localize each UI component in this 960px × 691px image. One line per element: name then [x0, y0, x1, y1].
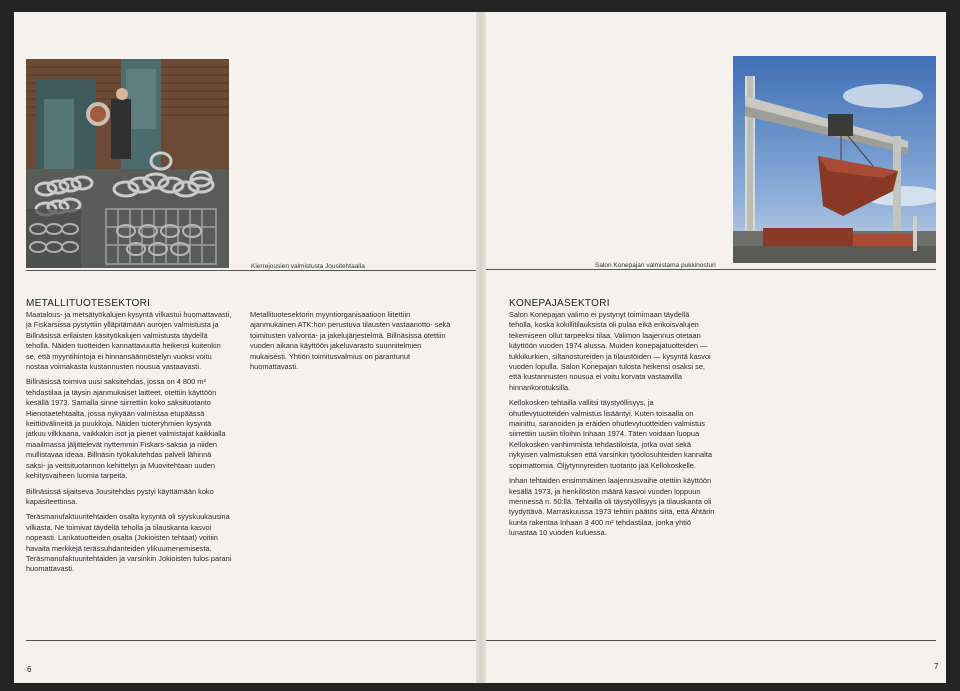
left-photo-rule [26, 270, 476, 271]
factory-springs-illustration [26, 59, 229, 268]
paragraph: Teräsmanufaktuuritehtaiden osalta kysyntä oli syyskuukausina vilkasta. Ne toimivat täydellä teholla ja tilauskanta kasvoi nopeasti. Lankatuotteiden osalta (Jokioisten tehtaat) voitiin havaita merkkejä terässuhdanteiden ylikuumenemisesta. Teräsmanufaktuuritehtaiden ja varsinkin Jokioisten tulos parani huomattavasti. [26, 512, 232, 574]
right-photo-caption: Salon Konepajan valmistama pukkinosturi [595, 262, 716, 269]
right-page-column-1 [509, 310, 715, 544]
paragraph: Kellokosken tehtailla vallitsi täystyöllisyys, ja ohutlevytuotteiden valmistus lisääntyi. Kuten toisaalla on mainittu, saranoiden ja eräiden ohutlevytuotteiden valmistus siirrettiin uusiin tiloihin Inhaan 1974. Täten voidaan luopua Kellokosken vanhimmista tehdastiloista, jotka ovat sekä nykyisen valmistuksen että varsinkin työolosuhteiden kannalta sopimattomia. Öljytynnyreiden tuotanto jää Kellokoskelle. [509, 398, 712, 470]
right-section-heading: KONEPAJASEKTORI [509, 298, 610, 309]
paragraph: Salon Konepajan valimo ei pystynyt toimimaan täydellä teholla, koska kokillitilauksista oli pulaa eikä erikoisvalujen tekemiseen ollut tarpeeksi tilaa. Valimon laajennus otetaan käyttöön vuoden 1974 alussa. Muiden konepajatuotteiden — tukkikurkien, siltanostureiden ja tilaustöiden — kysyntä kasvoi vuoden lopulla. Salon Konepajan tulosta heikensi osaksi se, että kustannusten nousua ei voitu korvata vastaavilla hinnankorotuksilla. [509, 310, 711, 392]
left-page-number: 6 [27, 665, 32, 674]
left-footer-rule [26, 640, 476, 641]
paragraph: Metallituotesektorin myyntiorganisaatioon liitettiin ajanmukainen ATK:hon perustuva tilausten vastaanotto- sekä toimitusten valvonta- ja jakelujärjestelmä. Billnäsissä otettiin vuoden aikana käyttöön jakeluvarasto suunnitelmien mukaisesti. Yhtiön toimitusvalmius on parantunut huomattavasti. [250, 310, 451, 372]
factory-springs-photo [26, 59, 229, 268]
book-gutter [476, 12, 486, 683]
paragraph: Maatalous- ja metsätyökalujen kysyntä vilkastui huomattavasti, ja Fiskarsissa pystyttiin ylläpitämään aurojen valmistusta ja Billnäsissä erilaisten käsityökalujen valmistusta täydellä teholla. Näiden tuotteiden kannattavuutta heikensi kuitenkin se, että myyntihintoja ei hinnansäännöstelyn vuoksi voitu nostaa voimakasta kustannusten nousua vastaavasti. [26, 310, 232, 372]
paragraph: Inhan tehtaiden ensimmäinen laajennusvaihe otettiin käyttöön kesällä 1973, ja henkilöstön määrä kasvoi vuoden loppuun mennessä n. 50:llä. Tehtailla oli täystyöllisyys ja tilauskanta oli tyydyttävä. Marraskuussa 1973 tehtiin päätös siitä, että Ähtärin kunta rakentaa Inhaan 3 400 m² tehdastilaa, jonka yhtiö lunastaa 10 vuoden kuluessa. [509, 476, 715, 538]
right-page-number: 7 [934, 662, 939, 671]
right-photo-rule [486, 269, 936, 270]
paragraph: Billnäsissä toimiva uusi saksitehdas, jossa on 4 800 m² tehdastilaa ja täysin ajanmukaiset laitteet, otettiin käyttöön kesällä 1973. Samalla sinne siirrettiin koko saksituotanto Hienotaetehtaalta, jossa nykyään valmistaa etupäässä keittiövälineitä ja puukkoja. Näiden tuoteryhmien kysyntä jatkuu vilkkaana, vaikkakin isot ja pienet valmistajat kaikkialla maailmassa jäljittelevät nyttemmin Fiskars-saksia ja niiden mullistavaa ideaa. Billnäsin työkalutehdas palveli lähinnä saksi- ja veitsituotannon kehittelyn ja Muovitehtaan uuden kehitysvaiheen luomia tarpeita. [26, 377, 226, 481]
paragraph: Billnäsissä sijaitseva Jousitehdas pystyi käyttämään koko kapasiteettinsa. [26, 486, 214, 506]
gantry-crane-illustration [733, 56, 936, 263]
left-page-column-1 [26, 310, 232, 580]
gantry-crane-photo [733, 56, 936, 263]
right-footer-rule [486, 640, 936, 641]
left-section-heading: METALLITUOTESEKTORI [26, 298, 151, 309]
left-photo-caption: Kierrejousien valmistusta Jousitehtaalla [251, 263, 365, 270]
left-page-column-2 [250, 310, 456, 377]
